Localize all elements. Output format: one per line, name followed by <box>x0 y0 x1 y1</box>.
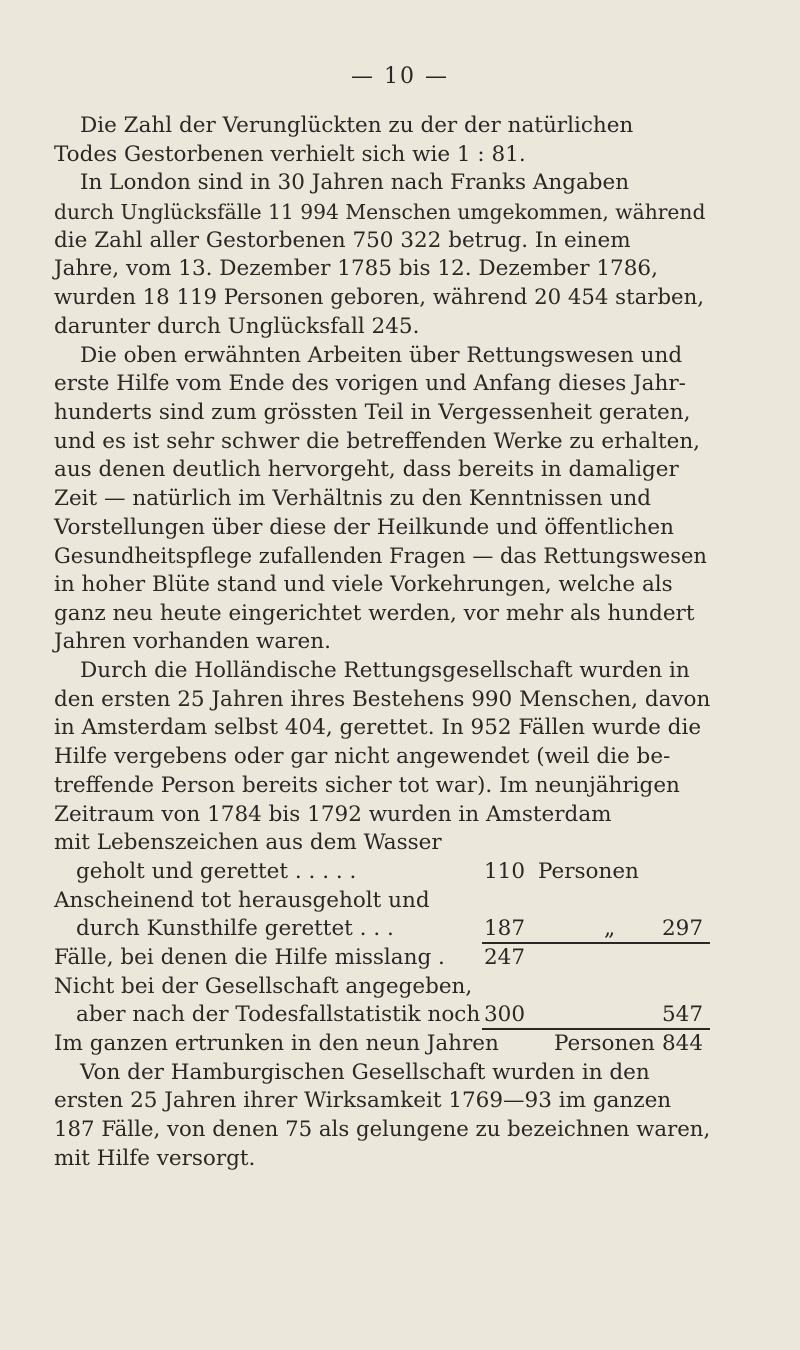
row-value: 187 <box>484 916 526 942</box>
text-line: hunderts sind zum grössten Teil in Vergessenheit geraten, <box>54 399 691 425</box>
text-line: Die oben erwähnten Arbeiten über Rettungswesen und <box>80 342 683 368</box>
row-total: 547 <box>662 1002 704 1028</box>
row-label: Fälle, bei denen die Hilfe misslang . <box>54 944 445 970</box>
text-line: Todes Gestorbenen verhielt sich wie 1 : 81. <box>54 141 526 167</box>
text-line: und es ist sehr schwer die betreffenden Werke zu erhalten, <box>54 428 701 454</box>
row-total: 844 <box>662 1031 704 1056</box>
row-label: geholt und gerettet . . . . . <box>76 858 357 884</box>
page-number: — 10 — <box>351 64 449 89</box>
text-line: Jahre, vom 13. Dezember 1785 bis 12. Dezember 1786, <box>54 256 658 282</box>
text-line: wurden 18 119 Personen geboren, während 20 454 starben, <box>54 285 705 311</box>
text-line: Vorstellungen über diese der Heilkunde und öffentlichen <box>54 514 674 540</box>
row-label: Nicht bei der Gesellschaft angegeben, <box>54 973 473 999</box>
text-line: Hilfe vergebens oder gar nicht angewendet (weil die be- <box>54 744 671 770</box>
row-label: Anscheinend tot herausgeholt und <box>54 887 430 913</box>
table-row <box>54 915 710 944</box>
text-line: Von der Hamburgischen Gesellschaft wurden in den <box>80 1059 650 1085</box>
text-line: darunter durch Unglücksfall 245. <box>54 313 420 339</box>
text-line: den ersten 25 Jahren ihres Bestehens 990 Menschen, davon <box>54 686 711 712</box>
text-line: ganz neu heute eingerichtet werden, vor mehr als hundert <box>54 600 695 626</box>
row-label: durch Kunsthilfe gerettet . . . <box>76 916 394 942</box>
text-line: In London sind in 30 Jahren nach Franks Angaben <box>80 170 630 196</box>
text-line: erste Hilfe vom Ende des vorigen und Anfang dieses Jahr- <box>54 371 686 397</box>
text-line: ersten 25 Jahren ihrer Wirksamkeit 1769—93 im ganzen <box>54 1088 672 1114</box>
row-total: 297 <box>662 916 704 942</box>
text-line: mit Hilfe versorgt. <box>54 1145 256 1171</box>
text-line: Gesundheitspflege zufallenden Fragen — das Rettungswesen <box>54 544 707 569</box>
body-text <box>54 112 710 1173</box>
text-line: Zeit — natürlich im Verhältnis zu den Kenntnissen und <box>54 485 652 511</box>
text-line: 187 Fälle, von denen 75 als gelungene zu bezeichnen waren, <box>54 1117 711 1143</box>
row-unit: Personen <box>538 858 639 884</box>
text-line: Jahren vorhanden waren. <box>54 629 331 655</box>
table-row <box>54 1030 710 1059</box>
table-row <box>54 887 710 916</box>
ditto-mark: „ <box>604 916 616 942</box>
text-line: Die Zahl der Verunglückten zu der der natürlichen <box>80 113 634 138</box>
text-line: mit Lebenszeichen aus dem Wasser <box>54 830 442 856</box>
text-line: in hoher Blüte stand und viele Vorkehrungen, welche als <box>54 572 673 597</box>
row-value: 247 <box>484 944 526 970</box>
table-row <box>54 858 710 887</box>
row-label: aber nach der Todesfallstatistik noch <box>76 1002 481 1028</box>
table-row <box>54 1001 710 1030</box>
row-unit: Personen <box>554 1031 655 1056</box>
table-row <box>54 973 710 1002</box>
text-line: treffende Person bereits sicher tot war). Im neunjährigen <box>54 772 680 798</box>
text-line: aus denen deutlich hervorgeht, dass bereits in damaliger <box>54 457 679 483</box>
text-line: durch Unglücksfälle 11 994 Menschen umgekommen, während <box>54 200 706 225</box>
table-row <box>54 944 710 973</box>
row-label: Im ganzen ertrunken in den neun Jahren <box>54 1031 499 1056</box>
row-value: 300 <box>484 1002 526 1028</box>
text-line: in Amsterdam selbst 404, gerettet. In 952 Fällen wurde die <box>54 715 702 741</box>
row-value: 110 <box>484 858 526 884</box>
text-line: Zeitraum von 1784 bis 1792 wurden in Amsterdam <box>54 801 612 827</box>
text-line: Durch die Holländische Rettungsgesellschaft wurden in <box>80 658 690 684</box>
text-line: die Zahl aller Gestorbenen 750 322 betrug. In einem <box>54 227 631 253</box>
